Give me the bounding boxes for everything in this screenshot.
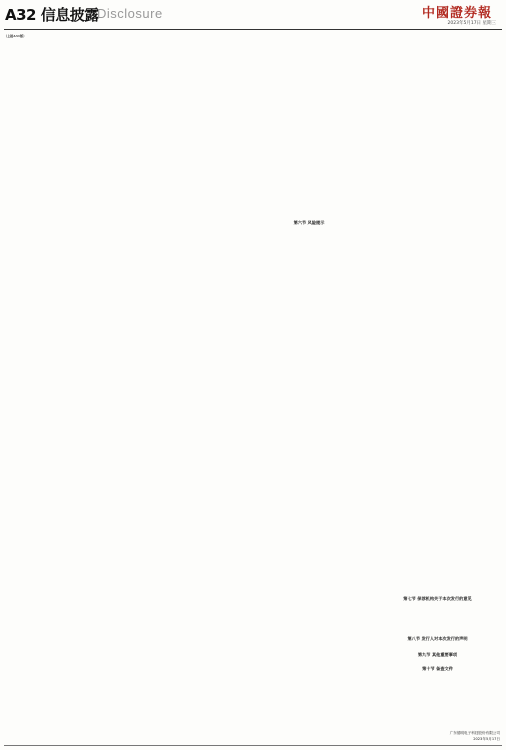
column-1 xyxy=(4,34,122,738)
page-section-title: A32 信息披露 xyxy=(5,6,99,24)
footer-rule xyxy=(4,745,502,746)
section-heading: 第八节 发行人对本次发行的声明 xyxy=(407,636,468,641)
header-rule xyxy=(4,29,502,30)
section-heading: 第六节 风险提示 xyxy=(293,220,325,225)
section-heading: 第七节 保荐机构关于本次发行的意见 xyxy=(403,596,472,601)
footer-company-name: 广东德明电子科技股份有限公司 xyxy=(449,731,500,735)
section-heading: 第十节 备查文件 xyxy=(422,666,453,671)
section-english-title: Disclosure xyxy=(97,6,163,21)
column-2 xyxy=(127,34,245,738)
continued-note: （上接A31版） xyxy=(4,34,27,38)
footer-date: 2023年5月17日 xyxy=(473,737,500,741)
column-3 xyxy=(250,34,368,738)
column-4 xyxy=(373,34,502,738)
section-heading: 第九节 其他重要事项 xyxy=(417,652,458,657)
newspaper-logo: 中國證券報 xyxy=(421,6,492,21)
issue-date: 2023年5月17日 星期三 xyxy=(447,21,496,26)
masthead xyxy=(0,0,506,30)
